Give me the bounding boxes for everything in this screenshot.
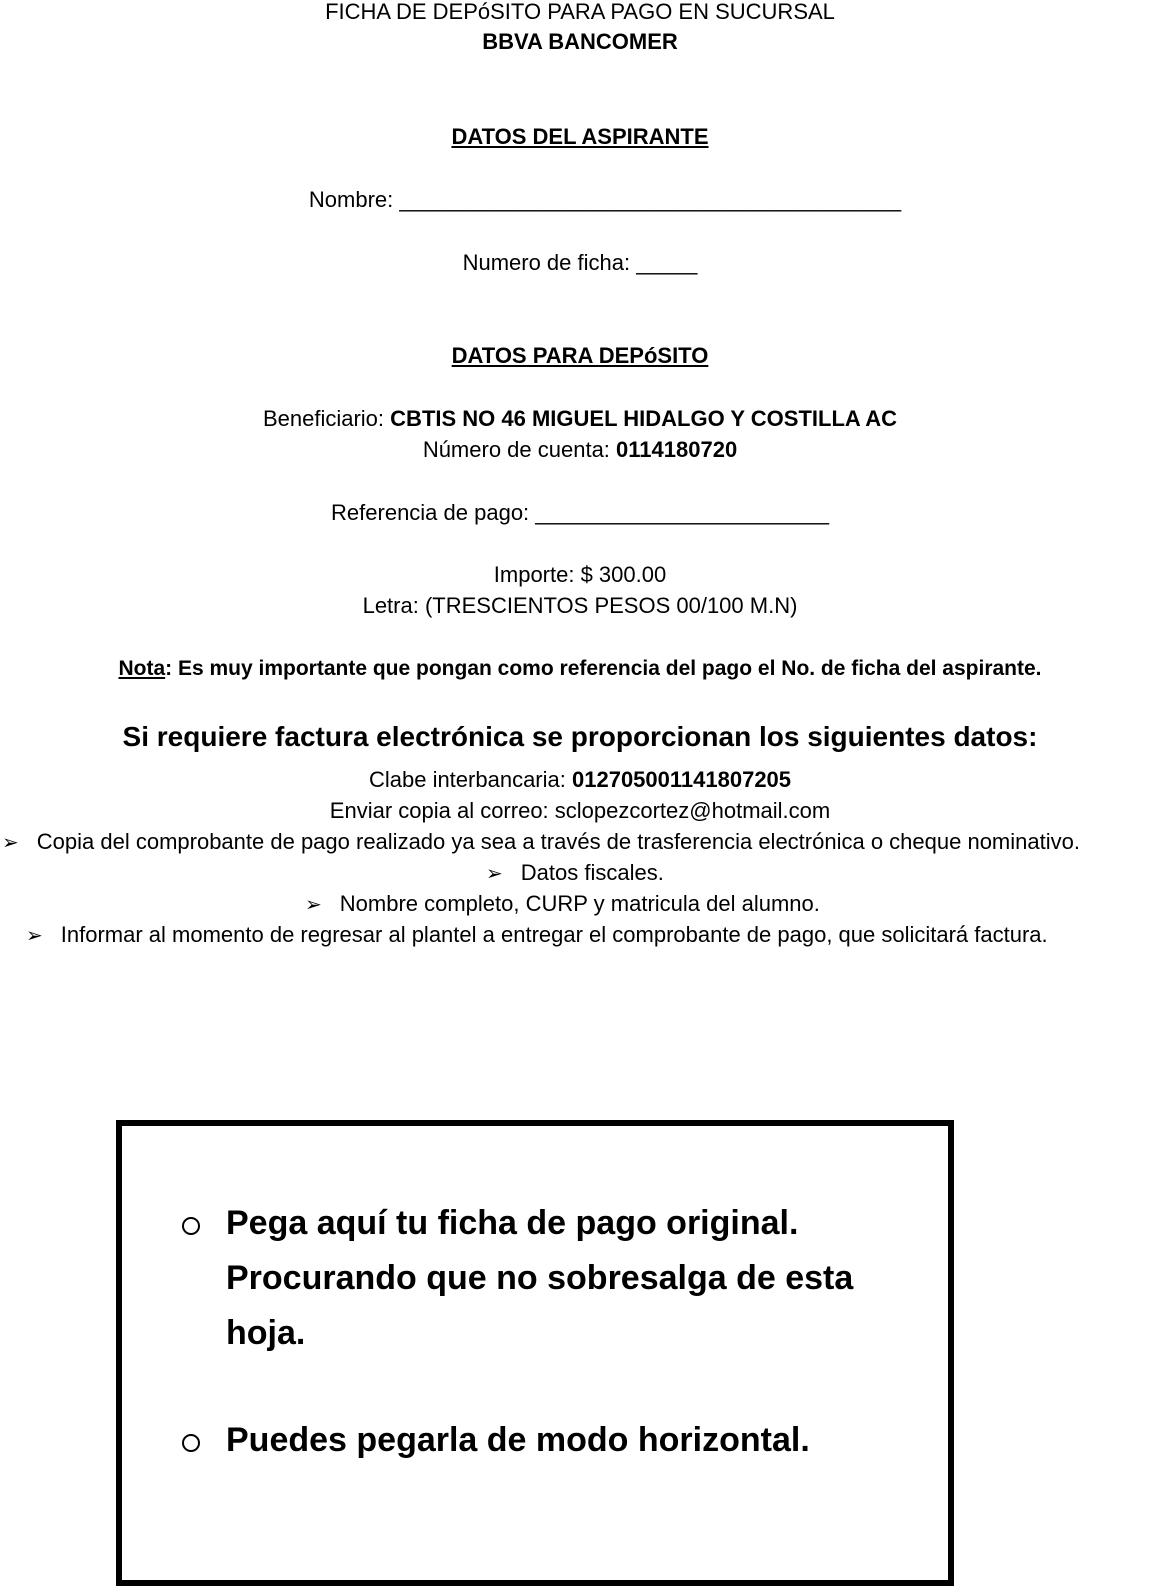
cuenta-value: 0114180720 [616, 437, 738, 462]
nota-row [0, 654, 1160, 684]
referencia-row [0, 498, 1160, 528]
clabe-value: 012705001141807205 [572, 767, 792, 792]
referencia-label: Referencia de pago: [331, 500, 530, 525]
circle-bullet-icon [182, 1434, 200, 1452]
list-item [486, 858, 664, 889]
box-item [182, 1196, 922, 1361]
paste-area-box [116, 1120, 954, 1586]
arrow-bullet-icon: ➢ [26, 925, 43, 947]
list-item-text: Nombre completo, CURP y matricula del alumno. [339, 891, 820, 916]
list-item-text: Informar al momento de regresar al plantel a entregar el comprobante de pago, que solicitará factura. [60, 922, 1048, 947]
aspirante-heading: DATOS DEL ASPIRANTE [451, 124, 709, 149]
beneficiario-label: Beneficiario: [262, 406, 385, 431]
arrow-bullet-icon: ➢ [486, 863, 503, 885]
arrow-bullet-icon: ➢ [305, 894, 322, 916]
ficha-blank: _____ [636, 250, 698, 275]
list-item [305, 889, 820, 920]
nota-text: : Es muy importante que pongan como referencia del pago el No. de ficha del aspirante. [165, 657, 1042, 680]
referencia-blank: ________________________ [535, 500, 829, 525]
box-item-text: Puedes pegarla de modo horizontal. [226, 1421, 810, 1459]
circle-bullet-icon [182, 1217, 200, 1235]
correo-text: Enviar copia al correo: sclopezcortez@hotmail.com [329, 798, 831, 823]
document-title: FICHA DE DEPóSITO PARA PAGO EN SUCURSAL [325, 0, 835, 24]
clabe-row [0, 765, 1160, 795]
list-item-text: Copia del comprobante de pago realizado ya sea a través de trasferencia electrónica o cheque nominativo. [36, 829, 1080, 854]
list-item [26, 920, 1048, 951]
nombre-label: Nombre: [308, 187, 394, 212]
nombre-blank: _________________________________________ [399, 187, 902, 212]
cuenta-row [0, 435, 1160, 465]
nota-label: Nota [118, 657, 166, 680]
nombre-row [0, 185, 1160, 215]
clabe-label: Clabe interbancaria: [368, 767, 566, 792]
box-item-text: Pega aquí tu ficha de pago original. Procurando que no sobresalga de esta hoja. [226, 1204, 854, 1352]
ficha-row [0, 248, 1160, 278]
bank-name: BBVA BANCOMER [482, 29, 678, 54]
list-item-text: Datos fiscales. [520, 860, 664, 885]
ficha-label: Numero de ficha: [462, 250, 631, 275]
importe-text: Importe: $ 300.00 [493, 562, 667, 587]
arrow-bullet-icon: ➢ [2, 832, 19, 854]
box-item [182, 1413, 922, 1468]
deposito-heading: DATOS PARA DEPóSITO [451, 343, 709, 368]
beneficiario-value: CBTIS NO 46 MIGUEL HIDALGO Y COSTILLA AC [390, 406, 898, 431]
cuenta-label: Número de cuenta: [422, 437, 610, 462]
list-item [2, 827, 1080, 858]
letra-text: Letra: (TRESCIENTOS PESOS 00/100 M.N) [362, 593, 798, 618]
beneficiario-row [0, 404, 1160, 434]
factura-heading: Si requiere factura electrónica se proporcionan los siguientes datos: [122, 721, 1038, 752]
